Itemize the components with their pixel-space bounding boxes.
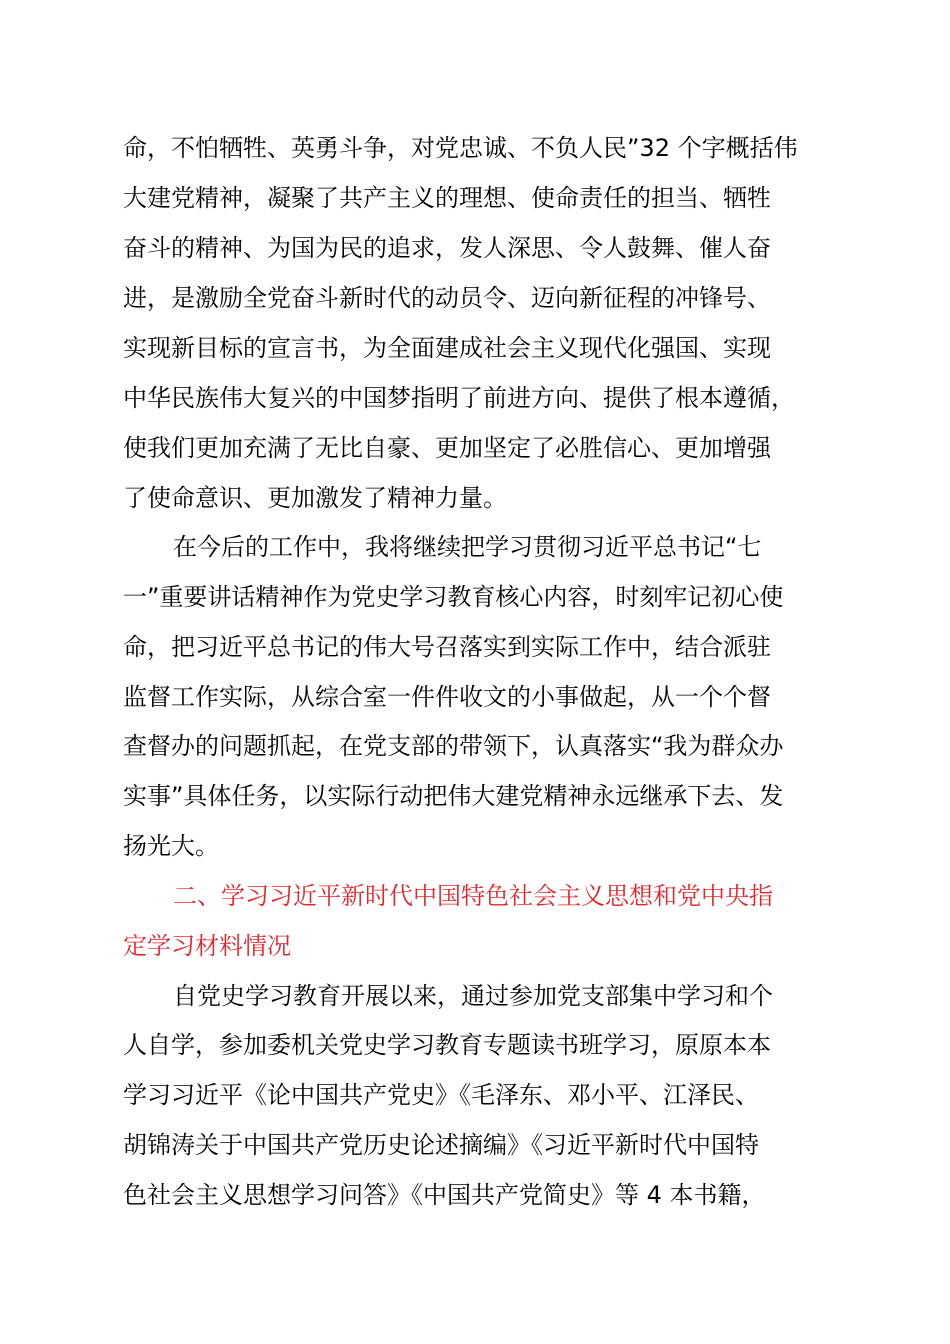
body-text-line: 扬光大。	[123, 832, 219, 860]
body-text-line: 学习习近平《论中国共产党史》《毛泽东、邓小平、江泽民、	[123, 1081, 759, 1109]
body-text-line: 人自学，参加委机关党史学习教育专题读书班学习，原原本本	[123, 1031, 771, 1059]
paragraph-first-line: 自党史学习教育开展以来，通过参加党支部集中学习和个	[173, 982, 773, 1010]
body-text-line: 命，不怕牺牲、英勇斗争，对党忠诚、不负人民”32 个字概括伟	[123, 134, 798, 162]
body-text-line: 中华民族伟大复兴的中国梦指明了前进方向、提供了根本遵循，	[123, 384, 795, 412]
body-text-line: 大建党精神，凝聚了共产主义的理想、使命责任的担当、牺牲	[123, 184, 771, 212]
section-heading-continued: 定学习材料情况	[123, 932, 291, 960]
body-text-line: 查督办的问题抓起，在党支部的带领下，认真落实“我为群众办	[123, 732, 784, 760]
body-text-line: 监督工作实际，从综合室一件件收文的小事做起，从一个个督	[123, 683, 771, 711]
body-text-line: 奋斗的精神、为国为民的追求，发人深思、令人鼓舞、催人奋	[123, 234, 771, 262]
body-text-line: 胡锦涛关于中国共产党历史论述摘编》《习近平新时代中国特	[123, 1131, 759, 1159]
body-text-line: 了使命意识、更加激发了精神力量。	[123, 484, 507, 512]
body-text-line: 进，是激励全党奋斗新时代的动员令、迈向新征程的冲锋号、	[123, 284, 771, 312]
paragraph-first-line: 在今后的工作中，我将继续把学习贯彻习近平总书记“七	[173, 533, 762, 561]
body-text-line: 实现新目标的宣言书，为全面建成社会主义现代化强国、实现	[123, 334, 771, 362]
body-text-line: 色社会主义思想学习问答》《中国共产党简史》等 4 本书籍，	[123, 1181, 766, 1209]
body-text-line: 命，把习近平总书记的伟大号召落实到实际工作中，结合派驻	[123, 633, 771, 661]
body-text-line: 实事”具体任务，以实际行动把伟大建党精神永远继承下去、发	[123, 782, 784, 810]
section-heading: 二、学习习近平新时代中国特色社会主义思想和党中央指	[173, 882, 773, 910]
body-text-line: 使我们更加充满了无比自豪、更加坚定了必胜信心、更加增强	[123, 434, 771, 462]
body-text-line: 一”重要讲话精神作为党史学习教育核心内容，时刻牢记初心使	[123, 583, 784, 611]
